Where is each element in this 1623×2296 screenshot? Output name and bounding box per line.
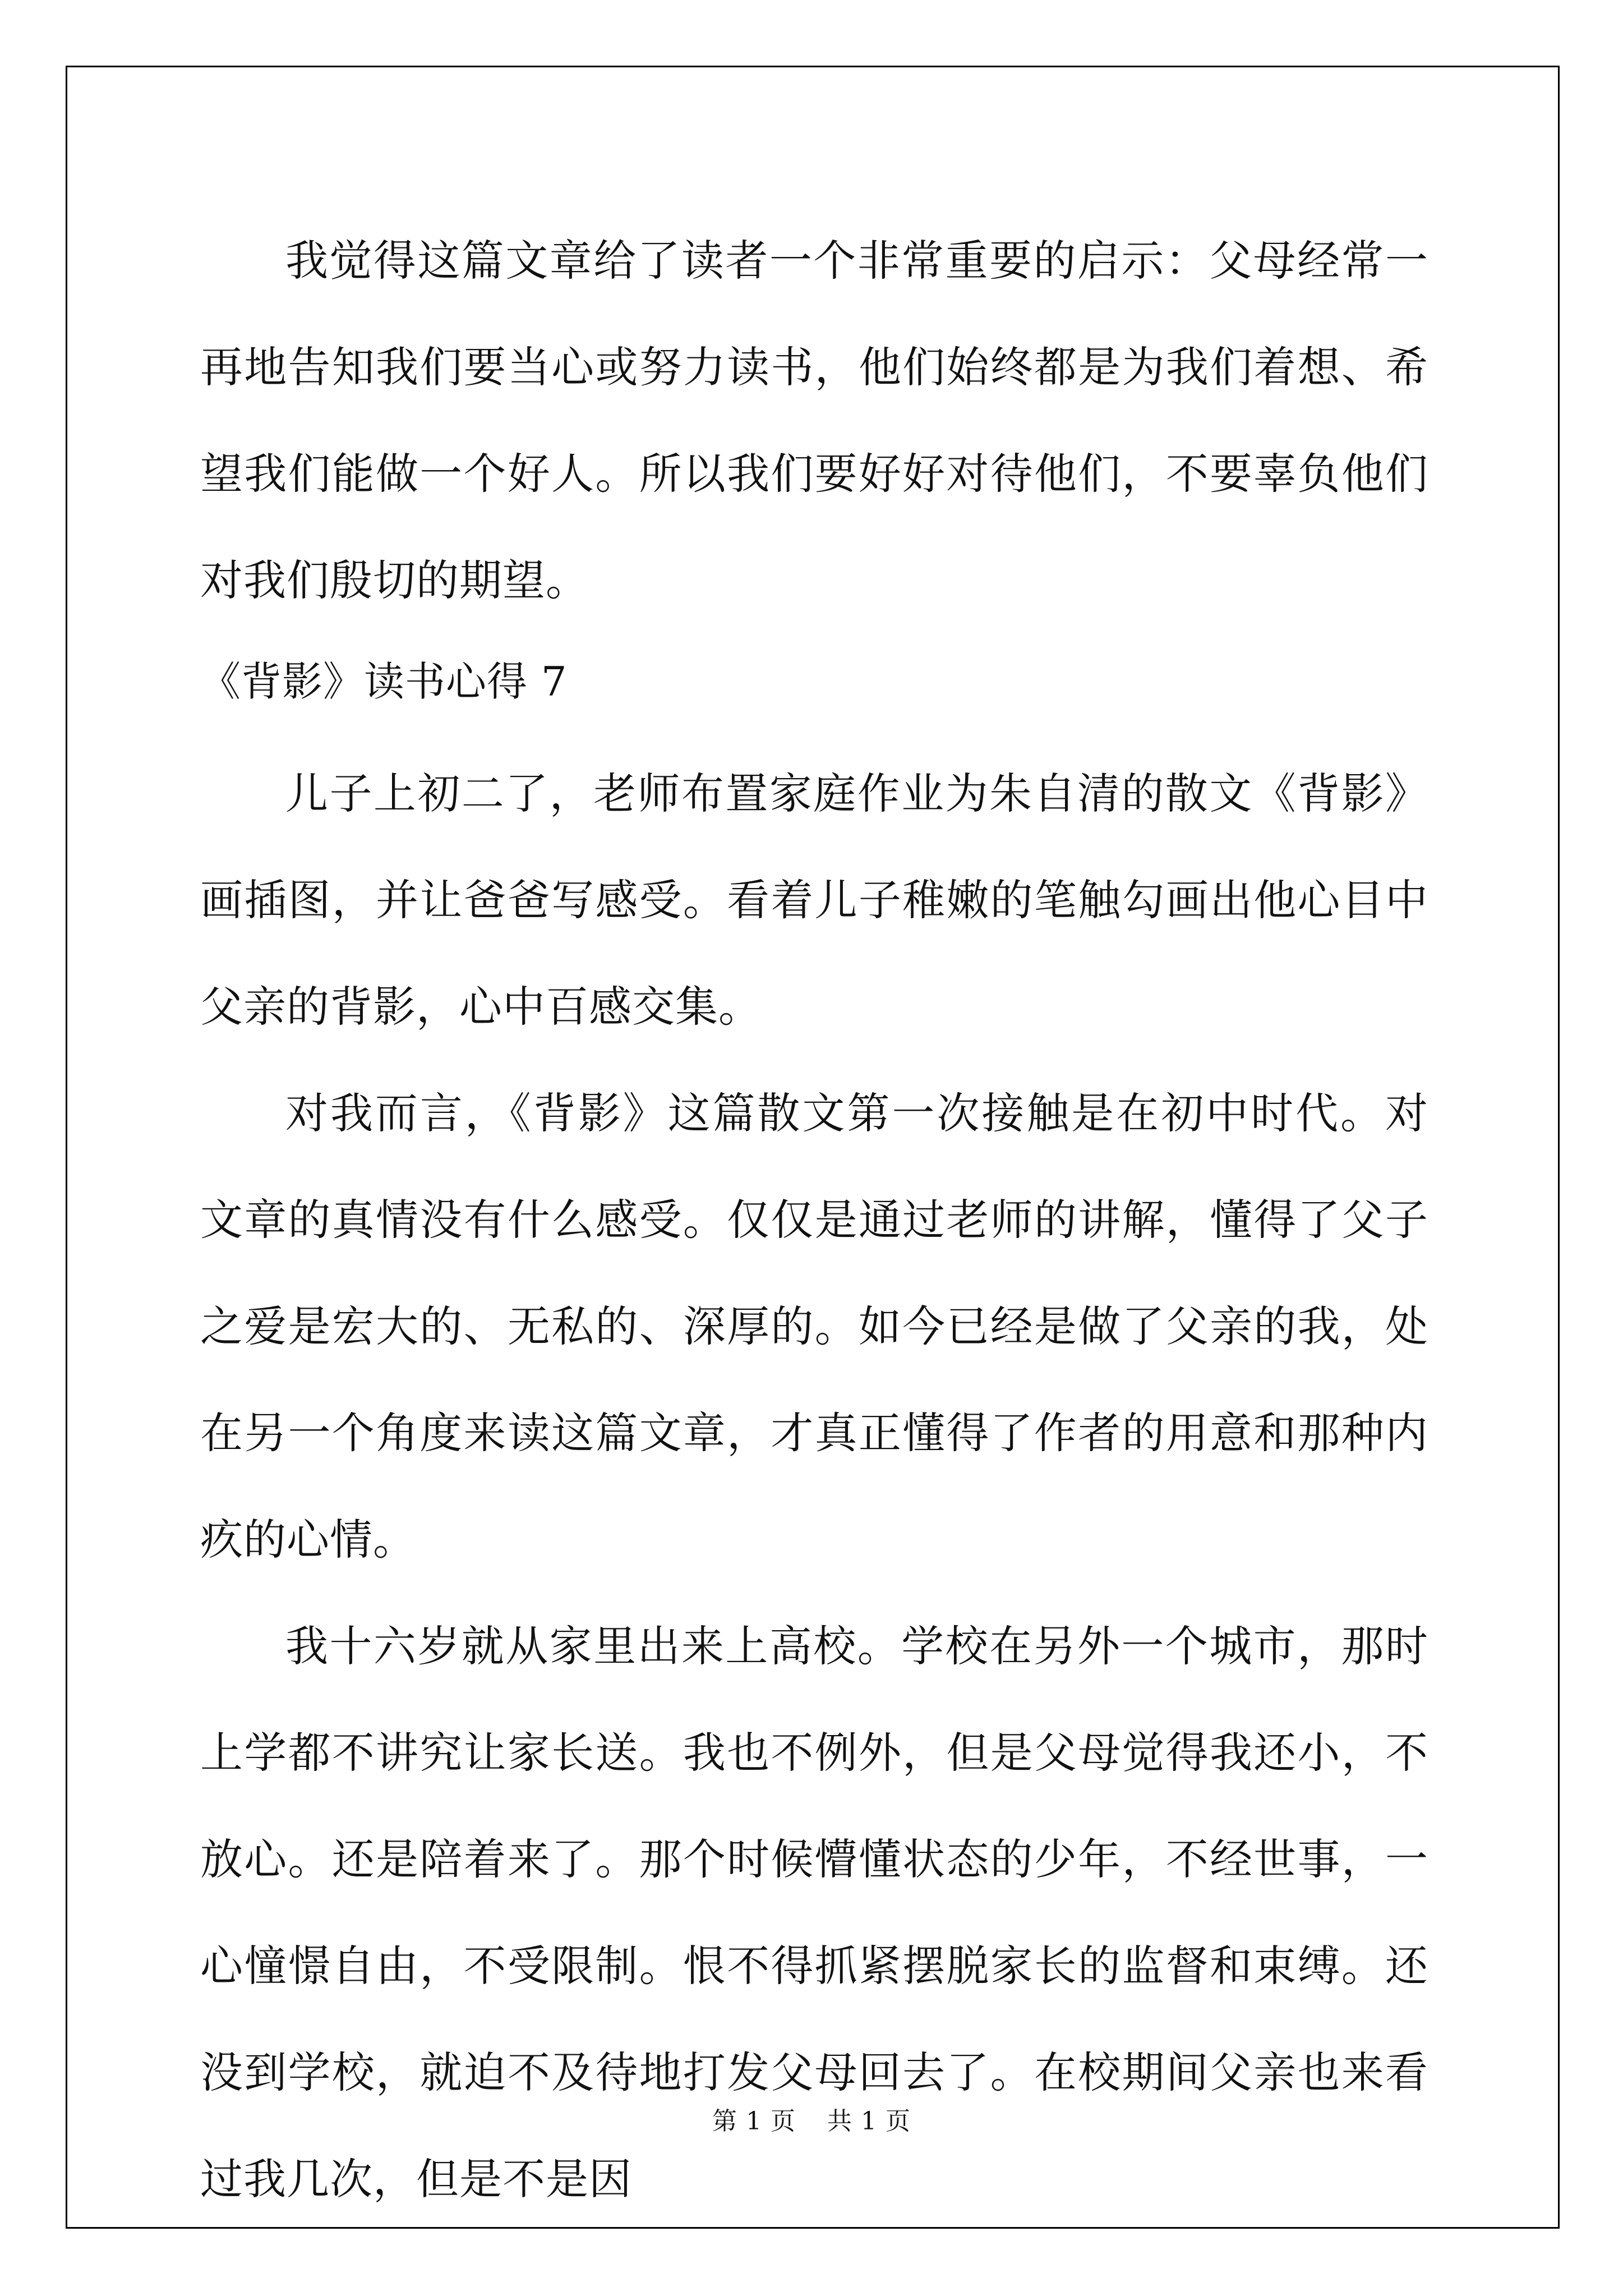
section-heading: 《背影》读书心得 7 bbox=[200, 658, 568, 705]
page-footer bbox=[0, 2101, 1623, 2137]
page-number: 第 1 页 bbox=[712, 2107, 796, 2136]
paragraph: 对我而言，《背影》这篇散文第一次接触是在初中时代。对文章的真情没有什么感受。仅仅是通过老师的讲解，懂得了父子之爱是宏大的、无私的、深厚的。如今已经是做了父亲的我，处在另一个角度来读这篇文章，才真正懂得了作者的用意和那种内疚的心情。 bbox=[200, 1088, 1428, 1565]
page-total: 共 1 页 bbox=[827, 2107, 911, 2136]
paragraph: 我觉得这篇文章给了读者一个非常重要的启示：父母经常一再地告知我们要当心或努力读书，他们始终都是为我们着想、希望我们能做一个好人。所以我们要好好对待他们，不要辜负他们对我们殷切的期望。 bbox=[200, 236, 1428, 605]
document-body bbox=[200, 208, 1428, 2233]
paragraph: 我十六岁就从家里出来上高校。学校在另外一个城市，那时上学都不讲究让家长送。我也不例外，但是父母觉得我还小，不放心。还是陪着来了。那个时候懵懂状态的少年，不经世事，一心憧憬自由，不受限制。恨不得抓紧摆脱家长的监督和束缚。还没到学校，就迫不及待地打发父母回去了。在校期间父亲也来看过我几次，但是不是因 bbox=[200, 1621, 1428, 2204]
paragraph: 儿子上初二了，老师布置家庭作业为朱自清的散文《背影》画插图，并让爸爸写感受。看着儿子稚嫩的笔触勾画出他心目中父亲的背影，心中百感交集。 bbox=[200, 769, 1428, 1032]
